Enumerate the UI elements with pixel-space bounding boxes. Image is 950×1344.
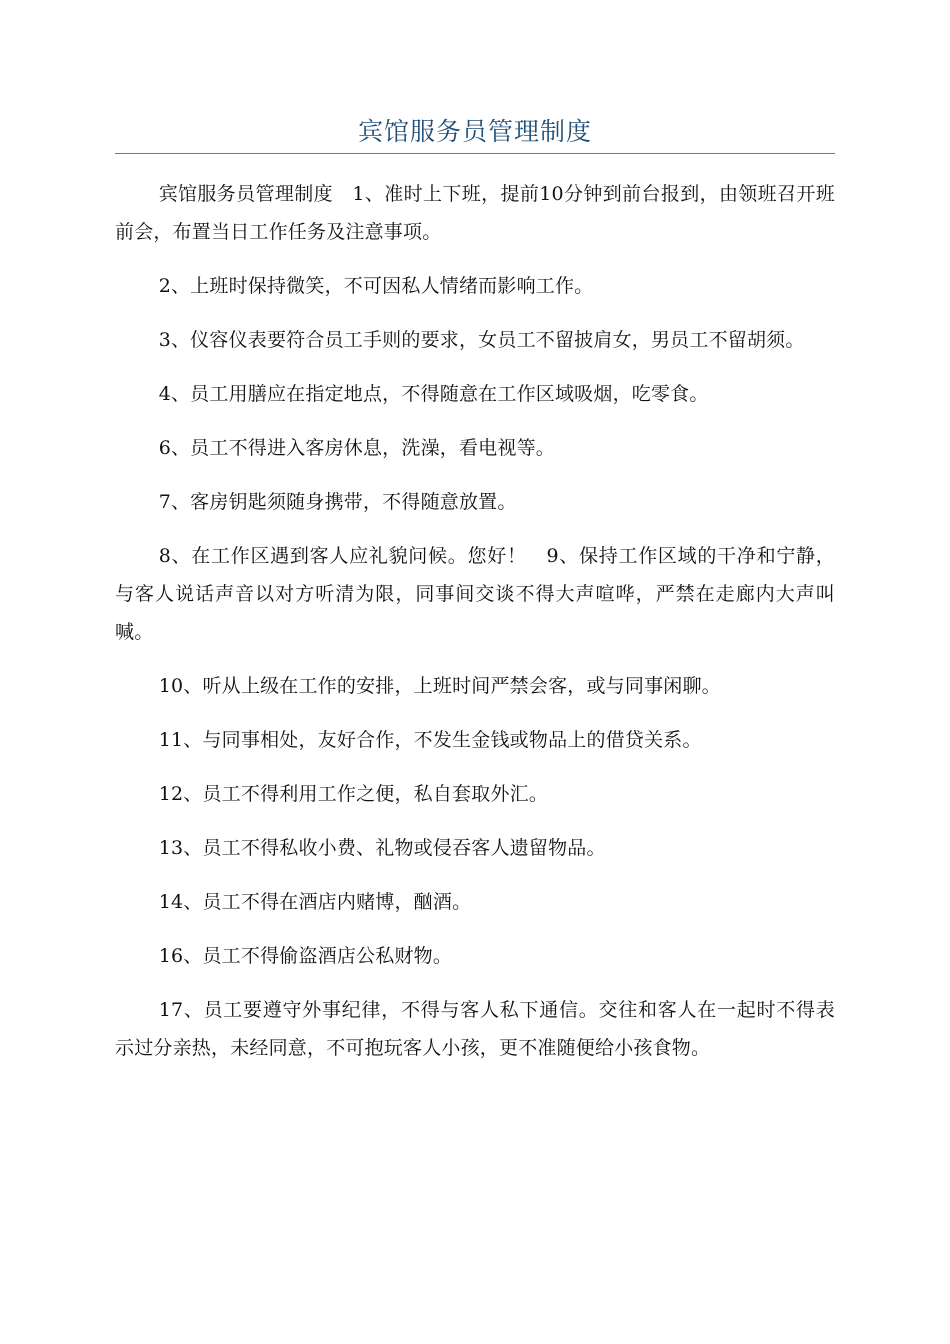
paragraph-2: 2、上班时保持微笑，不可因私人情绪而影响工作。 (158, 275, 594, 297)
paragraph-17: 17、员工要遵守外事纪律，不得与客人私下通信。交往和客人在一起时不得表示过分亲热，未经同意，不可抱玩客人小孩，更不准随便给小孩食物。 (115, 999, 835, 1059)
title-underline (115, 153, 835, 154)
paragraph-13: 13、员工不得私收小费、礼物或侵吞客人遗留物品。 (158, 837, 606, 859)
paragraph-4: 4、员工用膳应在指定地点，不得随意在工作区域吸烟，吃零食。 (158, 383, 709, 405)
paragraph-10: 10、听从上级在工作的安排，上班时间严禁会客，或与同事闲聊。 (158, 675, 721, 697)
paragraph-16: 16、员工不得偷盗酒店公私财物。 (158, 945, 453, 967)
paragraph-3: 3、仪容仪表要符合员工手则的要求，女员工不留披肩女，男员工不留胡须。 (158, 329, 805, 351)
document-title: 宾馆服务员管理制度 (357, 117, 592, 146)
paragraph-7: 7、客房钥匙须随身携带，不得随意放置。 (158, 491, 517, 513)
paragraph-11: 11、与同事相处，友好合作，不发生金钱或物品上的借贷关系。 (158, 729, 702, 751)
paragraph-8-9: 8、在工作区遇到客人应礼貌问候。您好！ 9、保持工作区域的干净和宁静，与客人说话声音以对方听清为限，同事间交谈不得大声喧哗，严禁在走廊内大声叫喊。 (115, 545, 835, 643)
paragraph-12: 12、员工不得利用工作之便，私自套取外汇。 (158, 783, 549, 805)
paragraph-6: 6、员工不得进入客房休息，洗澡，看电视等。 (158, 437, 555, 459)
paragraph-14: 14、员工不得在酒店内赌博，酗酒。 (158, 891, 472, 913)
document-body (115, 175, 835, 1083)
paragraph-1: 宾馆服务员管理制度 1、准时上下班，提前10分钟到前台报到，由领班召开班前会，布置当日工作任务及注意事项。 (115, 183, 835, 243)
